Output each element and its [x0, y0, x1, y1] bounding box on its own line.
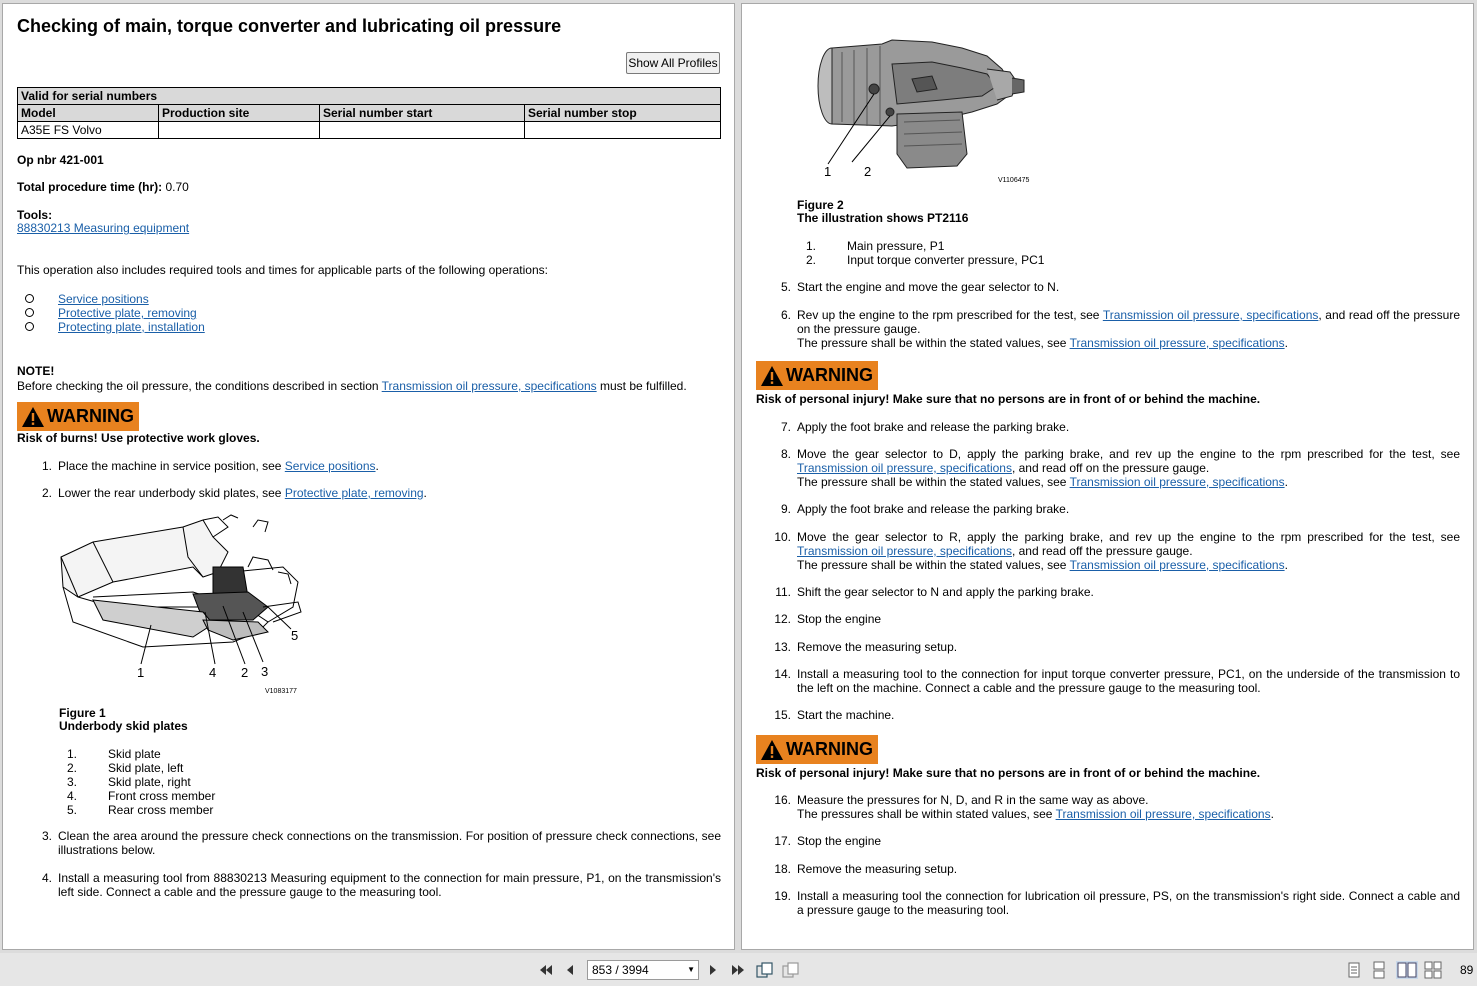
step-4 [38, 871, 721, 899]
rotate-icon[interactable] [755, 961, 775, 979]
step-number: 10. [774, 530, 791, 544]
warning-triangle-icon [760, 365, 784, 387]
figure-callout: 4 [209, 665, 217, 680]
table-row [18, 122, 721, 139]
page-title: Checking of main, torque converter and lubricating oil pressure [17, 16, 562, 36]
show-all-profiles-button[interactable]: Show All Profiles [626, 52, 720, 74]
pages-icon[interactable] [781, 961, 801, 979]
step-end: . [1284, 336, 1288, 350]
step-link[interactable]: Protective plate, removing [284, 486, 424, 500]
warning-triangle-icon [760, 739, 784, 761]
step-text: Stop the engine [797, 612, 882, 626]
prev-page-icon[interactable] [564, 961, 576, 979]
left-page [2, 3, 735, 950]
step-text: Remove the measuring setup. [797, 640, 958, 654]
step-number: 4. [41, 871, 52, 885]
table-cell: A35E FS Volvo [18, 122, 159, 139]
figure-callout: 2 [241, 665, 249, 680]
operation-link[interactable]: Protecting plate, installation [58, 320, 205, 334]
single-page-icon[interactable] [1347, 961, 1361, 979]
step-text: Place the machine in service position, see [58, 459, 285, 473]
step-text: Apply the foot brake and release the parking brake. [797, 502, 1070, 516]
step-text: Stop the engine [797, 834, 882, 848]
legend-text: Skid plate, left [108, 761, 184, 775]
procedure-time [17, 180, 189, 194]
figure-label: Figure 1 [59, 706, 106, 720]
step-text: Install a measuring tool to the connection for input torque converter pressure, PC1, on the underside of the transmission to the left on the machine. Connect a cable and the pressure gauge to the measuring tool. [797, 667, 1460, 695]
figure-callout: 1 [137, 665, 145, 680]
transmission-illustration [812, 34, 1042, 186]
step-link[interactable]: Transmission oil pressure, specifications [1069, 558, 1285, 572]
step-18 [774, 862, 1460, 876]
list-item [806, 253, 1106, 267]
step-10 [774, 530, 1460, 572]
operation-link[interactable]: Protective plate, removing [58, 306, 197, 320]
legend-text: Front cross member [108, 789, 216, 803]
step-end: . [375, 459, 379, 473]
step-7 [777, 420, 1460, 434]
step-number: 15. [774, 708, 791, 722]
step-link[interactable]: Transmission oil pressure, specifications [1055, 807, 1271, 821]
step-number: 12. [774, 612, 791, 626]
page-number-value: 853 / 3994 [592, 963, 649, 977]
step-number: 18. [774, 862, 791, 876]
step-text: Lower the rear underbody skid plates, see [58, 486, 285, 500]
figure-legend-list [67, 747, 367, 817]
step-text: Clean the area around the pressure check connections on the transmission. For position of pressure check connections, see illustrations below. [58, 829, 721, 857]
legend-text: Rear cross member [108, 803, 214, 817]
figure-callout: 2 [864, 164, 872, 179]
legend-text: Input torque converter pressure, PC1 [847, 253, 1045, 267]
legend-text: Skid plate, right [108, 775, 191, 789]
operations-intro: This operation also includes required tools and times for applicable parts of the following operations: [17, 263, 548, 277]
figure-callout: 1 [824, 164, 832, 179]
step-text: Start the machine. [797, 708, 895, 722]
step-text: Rev up the engine to the rpm prescribed for the test, see [797, 308, 1103, 322]
step-3 [38, 829, 721, 857]
first-page-icon[interactable] [538, 961, 554, 979]
table-cell [525, 122, 721, 139]
op-number: Op nbr 421-001 [17, 153, 104, 167]
table-header: Serial number start [320, 105, 525, 122]
step-number: 17. [774, 834, 791, 848]
serial-number-table [17, 87, 721, 139]
step-number: 8. [780, 447, 791, 461]
two-page-icon[interactable] [1396, 961, 1418, 979]
step-number: 6. [780, 308, 791, 322]
step-text: , and read off the pressure gauge. [1011, 544, 1193, 558]
step-end: . [1284, 558, 1288, 572]
step-link[interactable]: Transmission oil pressure, specifications [1102, 308, 1319, 322]
step-text: Install a measuring tool from 88830213 Measuring equipment to the connection for main pressure, P1, on the transmission's left side. Connect a cable and the pressure gauge to the measuring tool. [58, 871, 721, 899]
next-page-icon[interactable] [707, 961, 719, 979]
warning-badge [17, 402, 139, 431]
step-8 [777, 447, 1460, 489]
procedure-time-label: Total procedure time (hr): [17, 180, 163, 194]
legend-number: 2. [806, 253, 817, 267]
legend-number: 3. [67, 775, 78, 789]
legend-number: 5. [67, 803, 78, 817]
step-text: The pressures shall be within stated values, see [797, 807, 1056, 821]
figure-legend-list [806, 239, 1106, 267]
two-page-continuous-icon[interactable] [1424, 961, 1442, 979]
list-item [67, 803, 367, 817]
list-item [806, 239, 1106, 253]
warning-label: WARNING [786, 739, 873, 759]
note-text-before: Before checking the oil pressure, the conditions described in section [17, 379, 382, 393]
step-end: . [1284, 475, 1288, 489]
step-link[interactable]: Transmission oil pressure, specifications [1069, 336, 1285, 350]
step-text: , and read off the pressure on the pressure gauge. [797, 308, 1461, 336]
table-header: Model [18, 105, 159, 122]
legend-number: 1. [806, 239, 817, 253]
step-17 [774, 834, 1460, 848]
step-text: , and read off on the pressure gauge. [1011, 461, 1210, 475]
figure-label: Figure 2 [797, 198, 844, 212]
step-number: 9. [780, 502, 791, 516]
table-cell [159, 122, 320, 139]
list-item [67, 761, 367, 775]
warning-text: Risk of burns! Use protective work gloves. [17, 431, 260, 445]
step-6 [777, 308, 1460, 350]
figure-caption: Underbody skid plates [59, 719, 188, 733]
figure-callout: 3 [261, 664, 269, 679]
operation-link[interactable]: Service positions [58, 292, 149, 306]
step-19 [774, 889, 1460, 917]
step-11 [777, 585, 1460, 599]
step-16 [774, 793, 1460, 821]
step-14 [774, 667, 1460, 695]
list-item [67, 789, 367, 803]
table-header: Production site [159, 105, 320, 122]
legend-number: 1. [67, 747, 78, 761]
right-page [741, 3, 1474, 950]
step-end: . [423, 486, 427, 500]
tools-link[interactable]: 88830213 Measuring equipment [17, 221, 190, 235]
step-text: Move the gear selector to R, apply the parking brake, and rev up the engine to the rpm prescribed for the test, see [797, 530, 1460, 544]
legend-text: Skid plate [108, 747, 161, 761]
viewer-toolbar [0, 953, 1477, 986]
list-item [67, 775, 367, 789]
warning-label: WARNING [786, 365, 873, 385]
step-number: 13. [774, 640, 791, 654]
last-page-icon[interactable] [730, 961, 746, 979]
step-text: Start the engine and move the gear selector to N. [797, 280, 1060, 294]
chevron-down-icon[interactable]: ▼ [687, 965, 695, 974]
step-text: The pressure shall be within the stated values, see [797, 558, 1070, 572]
step-5 [777, 280, 1460, 294]
step-text: Apply the foot brake and release the parking brake. [797, 420, 1070, 434]
step-text: Shift the gear selector to N and apply the parking brake. [797, 585, 1094, 599]
figure-caption: The illustration shows PT2116 [797, 211, 969, 225]
step-number: 3. [41, 829, 52, 843]
step-number: 11. [775, 585, 791, 599]
step-number: 19. [774, 889, 791, 903]
legend-number: 4. [67, 789, 78, 803]
step-13 [774, 640, 1460, 654]
note-link[interactable]: Transmission oil pressure, specifications [381, 379, 597, 393]
warning-triangle-icon [21, 406, 45, 428]
step-number: 16. [774, 793, 791, 807]
table-caption: Valid for serial numbers [18, 88, 721, 105]
step-link[interactable]: Transmission oil pressure, specifications [797, 461, 1012, 475]
legend-text: Main pressure, P1 [847, 239, 945, 253]
step-number: 1. [41, 459, 52, 473]
step-text: Move the gear selector to D, apply the parking brake, and rev up the engine to the rpm prescribed for the test, see [797, 447, 1460, 461]
table-cell [320, 122, 525, 139]
table-header: Serial number stop [525, 105, 721, 122]
legend-number: 2. [67, 761, 78, 775]
step-text: The pressure shall be within the stated values, see [797, 475, 1070, 489]
zoom-level[interactable]: 89 [1460, 963, 1474, 977]
page-number-input[interactable] [587, 960, 699, 980]
step-link[interactable]: Transmission oil pressure, specifications [797, 544, 1012, 558]
warning-badge [756, 735, 878, 764]
step-link[interactable]: Transmission oil pressure, specifications [1069, 475, 1285, 489]
step-9 [777, 502, 1460, 516]
figure-code: V1106475 [998, 177, 1030, 184]
step-text: Install a measuring tool the connection for lubrication oil pressure, PS, on the transmission's right side. Connect a cable and a pressure gauge to the measuring tool. [797, 889, 1460, 917]
tools-label: Tools: [17, 208, 53, 222]
figure-callout: 5 [291, 628, 299, 643]
note-label: NOTE! [17, 364, 55, 378]
step-text: The pressure shall be within the stated values, see [797, 336, 1070, 350]
step-text: Measure the pressures for N, D, and R in the same way as above. [797, 793, 1149, 807]
circle-bullet-icon [25, 294, 34, 303]
step-1 [38, 459, 721, 473]
note-text-after: must be fulfilled. [596, 379, 687, 393]
warning-text: Risk of personal injury! Make sure that no persons are in front of or behind the machine. [756, 766, 1261, 780]
circle-bullet-icon [25, 322, 34, 331]
step-12 [774, 612, 1460, 626]
step-2 [38, 486, 721, 500]
step-number: 7. [780, 420, 791, 434]
step-end: . [1270, 807, 1274, 821]
continuous-icon[interactable] [1372, 961, 1386, 979]
step-text: Remove the measuring setup. [797, 862, 958, 876]
list-item [67, 747, 367, 761]
step-number: 14. [774, 667, 791, 681]
procedure-time-value: 0.70 [165, 180, 189, 194]
note-text [17, 379, 687, 393]
step-number: 2. [41, 486, 52, 500]
step-link[interactable]: Service positions [284, 459, 376, 473]
circle-bullet-icon [25, 308, 34, 317]
warning-text: Risk of personal injury! Make sure that no persons are in front of or behind the machine. [756, 392, 1261, 406]
skid-plates-illustration [53, 512, 313, 697]
figure-code: V1083177 [265, 688, 297, 695]
step-15 [774, 708, 1460, 722]
warning-badge [756, 361, 878, 390]
warning-label: WARNING [47, 406, 134, 426]
step-number: 5. [780, 280, 791, 294]
